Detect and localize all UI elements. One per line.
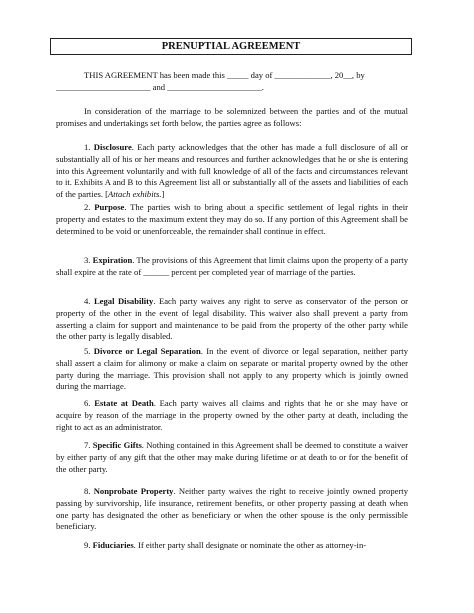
section-divorce [56, 346, 408, 393]
section-heading: Nonprobate Property [93, 486, 174, 496]
section-number: 9. [84, 540, 91, 550]
section-heading: Divorce or Legal Separation [93, 346, 201, 356]
section-purpose [56, 202, 408, 237]
section-text: . If either party shall designate or nominate the other as attorney-in- [133, 540, 367, 550]
section-number: 2. [84, 202, 91, 212]
section-number: 5. [84, 346, 91, 356]
section-fiduciaries [56, 540, 408, 552]
section-text: . The parties wish to bring about a specific settlement of legal rights in their property and estates to the maximum extent they may do so. If any portion of this Agreement shall be determined to be void or unenforceable, the remainder shall continue in effect. [56, 202, 408, 236]
section-text: . Each party acknowledges that the other has made a full disclosure of all or substantially all of his or her means and resources and further acknowledges that he or she is entering into this Agreement voluntarily and with full knowledge of all of the facts and circumstances relevant to it. Exhibits A and B to this Agreement list all or substantially all of the assets and liabilities of each of the parties. [ [56, 142, 408, 200]
document-title: PRENUPTIAL AGREEMENT [50, 38, 412, 55]
intro-paragraph: In consideration of the marriage to be solemnized between the parties and of the mutual promises and undertakings set forth below, the parties agree as follows: [56, 106, 408, 128]
section-number: 3. [84, 255, 91, 265]
section-nonprobate-property [56, 486, 408, 533]
section-text: . The provisions of this Agreement that limit claims upon the property of a party shall expire at the rate of ______ percent per completed year of marriage of the parties. [56, 255, 408, 277]
section-disclosure [56, 142, 408, 201]
section-number: 4. [84, 296, 91, 306]
section-number: 8. [84, 486, 91, 496]
section-text: . Nothing contained in this Agreement shall be deemed to constitute a waiver by either party of any gift that the other may make during lifetime or at death to or for the benefit of the other party. [56, 440, 408, 474]
section-heading: Disclosure [93, 142, 132, 152]
section-legal-disability [56, 296, 408, 343]
opening-line-1: THIS AGREEMENT has been made this _____ day of _____________, 20__, by [84, 70, 365, 80]
section-text: . Neither party waives the right to receive jointly owned property passing by survivorship, life insurance, retirement benefits, or other property passing at death when one party has designated the other as beneficiary or when the other spouse is the only permissible beneficiary. [56, 486, 408, 532]
section-italic-note: Attach exhibits. [108, 189, 162, 200]
section-text: . Each party waives any right to serve as conservator of the person or property of the other in the event of legal disability. This waiver also shall prevent a party from asserting a claim for support and maintenance to be paid from the property of the other party while the other party is legally disabled. [56, 296, 408, 342]
section-number: 6. [84, 398, 91, 408]
opening-paragraph [56, 70, 408, 94]
section-heading: Estate at Death [94, 398, 154, 408]
section-text-after: ] [161, 189, 165, 200]
section-heading: Purpose [94, 202, 125, 212]
section-expiration [56, 255, 408, 279]
section-number: 1. [84, 142, 91, 152]
section-text: . Each party waives all claims and rights that he or she may have or acquire by reason of the marriage in the property owned by the other party at death, including the right to act as an administrator. [56, 398, 409, 432]
section-number: 7. [84, 440, 91, 450]
section-heading: Legal Disability [93, 296, 154, 306]
section-heading: Expiration [92, 255, 133, 265]
section-heading: Fiduciaries [92, 540, 134, 550]
section-heading: Specific Gifts [92, 440, 142, 450]
section-text: . In the event of divorce or legal separation, neither party shall assert a claim for alimony or make a claim on separate or marital property owned by the other party during the marriage. This provision shall not apply to any property which is jointly owned during the marriage. [56, 346, 408, 392]
section-estate-at-death [56, 398, 408, 433]
opening-line-2: ______________________ and ______________________. [56, 81, 264, 92]
section-specific-gifts [56, 440, 408, 475]
